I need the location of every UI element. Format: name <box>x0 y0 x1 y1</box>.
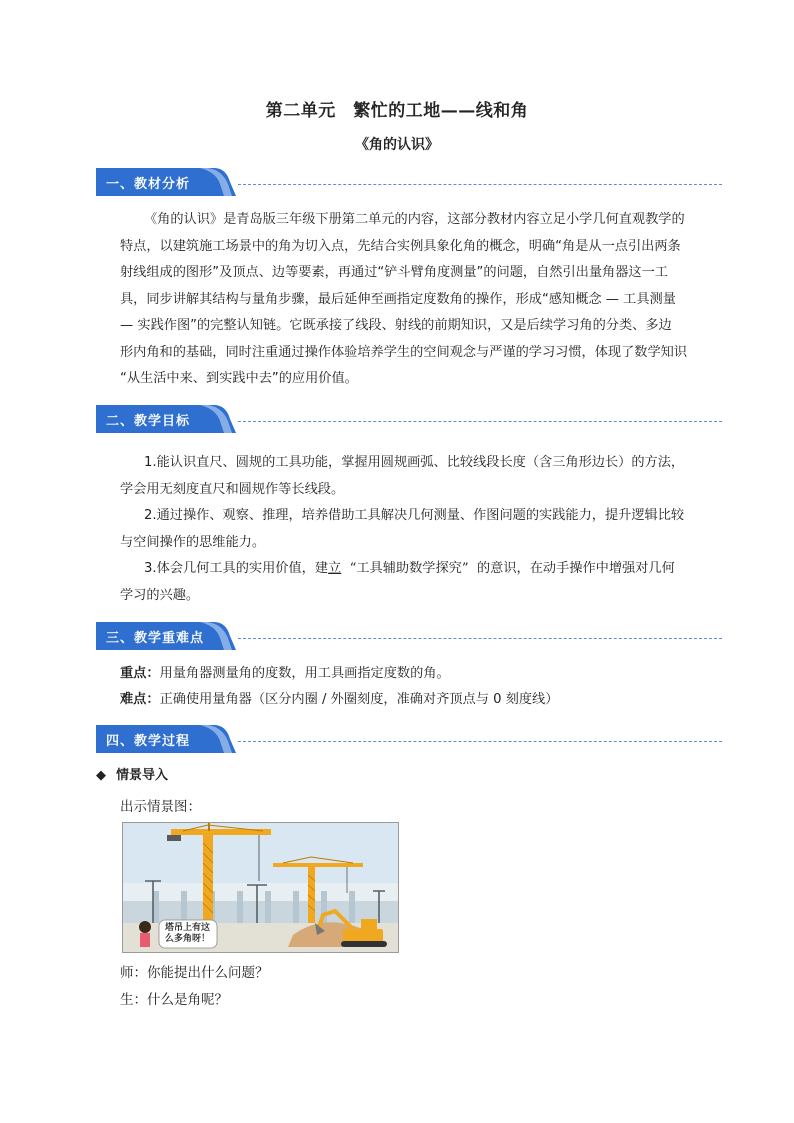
section-header-process <box>96 725 722 753</box>
section-tab <box>96 725 234 753</box>
text-line: 学会用无刻度直尺和圆规作等长线段。 <box>120 481 345 497</box>
text-line: 与空间操作的思维能力。 <box>120 534 266 550</box>
analysis-paragraph <box>120 207 700 393</box>
text-line: 《角的认识》是青岛版三年级下册第二单元的内容，这部分教材内容立足小学几何直观教学的 <box>144 212 685 227</box>
section-tab <box>96 622 234 650</box>
construction-scene-image <box>122 822 399 953</box>
text-line: 1.能认识直尺、圆规的工具功能，掌握用圆规画弧、比较线段长度（含三角形边长）的方法， <box>144 455 685 470</box>
section-title: 一、教材分析 <box>106 177 191 192</box>
section-title: 三、教学重难点 <box>106 631 205 646</box>
section-header-goals <box>96 405 722 433</box>
section-title: 四、教学过程 <box>106 734 191 749</box>
section-tab <box>96 168 234 196</box>
text-line: “从生活中来、到实践中去”的应用价值。 <box>120 371 358 386</box>
text-line: 2.通过操作、观察、推理，培养借助工具解决几何测量、作图问题的实践能力，提升逻辑比较 <box>144 508 685 523</box>
text-line: 具，同步讲解其结构与量角步骤，最后延伸至画指定度数角的操作，形成“感知概念 — 工具测量 <box>120 291 676 307</box>
dashed-divider <box>238 184 722 185</box>
difficulty-line: 难点：正确使用量角器（区分内圈 / 外圈刻度，准确对齐顶点与 0 刻度线） <box>120 692 559 707</box>
show-scene-text: 出示情景图： <box>120 799 201 815</box>
key-point-line: 重点：用量角器测量角的度数，用工具画指定度数的角。 <box>120 666 450 681</box>
page-subtitle: 《角的认识》 <box>355 137 439 153</box>
speech-bubble-text: 塔吊上有这 么多角呀！ <box>165 923 211 944</box>
text-line: — 实践作图”的完整认知链。它既承接了线段、射线的前期知识，又是后续学习角的分类、多边 <box>120 318 672 333</box>
diamond-bullet-icon: ◆ <box>96 768 106 783</box>
dashed-divider <box>238 421 722 422</box>
dashed-divider <box>238 638 722 639</box>
goals-paragraph <box>120 450 700 609</box>
dashed-divider <box>238 741 722 742</box>
text-line: 射线组成的图形”及顶点、边等要素，再通过“铲斗臂角度测量”的问题，自然引出量角器这一工 <box>120 265 668 280</box>
text-line: 3.体会几何工具的实用价值，建立 “工具辅助数学探究” 的意识，在动手操作中增强对几何 <box>144 561 675 576</box>
text-line: 形内角和的基础，同时注重通过操作体验培养学生的空间观念与严谨的学习习惯，体现了数学知识 <box>120 344 688 360</box>
section-header-key-points <box>96 622 722 650</box>
section-tab <box>96 405 234 433</box>
student-answer: 生：什么是角呢？ <box>120 992 228 1008</box>
page-title: 第二单元 繁忙的工地——线和角 <box>265 101 529 121</box>
scene-intro-heading: ◆ 情景导入 <box>96 768 169 783</box>
text-line: 学习的兴趣。 <box>120 587 200 603</box>
teacher-question: 师：你能提出什么问题？ <box>120 965 269 981</box>
section-header-analysis <box>96 168 722 196</box>
section-title: 二、教学目标 <box>106 414 191 429</box>
text-line: 特点，以建筑施工场景中的角为切入点，先结合实例具象化角的概念，明确“角是从一点引出两条 <box>120 238 681 254</box>
key-points-paragraph <box>120 661 700 713</box>
